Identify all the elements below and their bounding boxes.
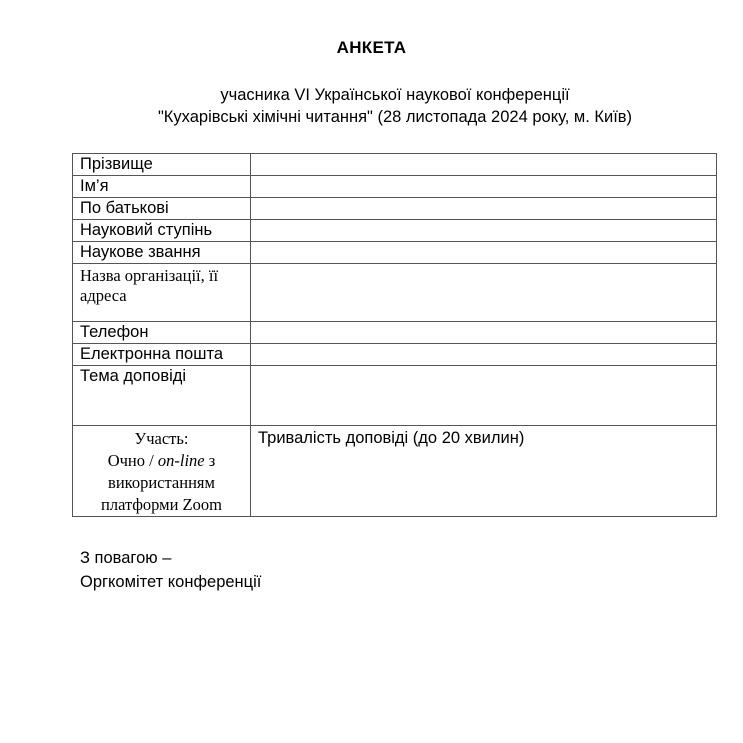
field-surname[interactable] (251, 154, 717, 176)
row-email (73, 344, 717, 366)
field-degree[interactable] (251, 220, 717, 242)
registration-form-table (72, 153, 717, 517)
row-report-topic (73, 366, 717, 426)
label-email: Електронна пошта (73, 344, 251, 366)
label-patronymic: По батькові (73, 198, 251, 220)
field-phone[interactable] (251, 322, 717, 344)
row-first-name (73, 176, 717, 198)
field-academic-title[interactable] (251, 242, 717, 264)
row-patronymic (73, 198, 717, 220)
closing-signature: Оргкомітет конференції (80, 573, 262, 591)
field-email[interactable] (251, 344, 717, 366)
form-subtitle-line2: "Кухарівські хімічні читання" (28 листопада 2024 року, м. Київ) (157, 108, 633, 126)
label-organization: Назва організації, її адреса (73, 264, 251, 322)
row-surname (73, 154, 717, 176)
row-organization (73, 264, 717, 322)
form-title: АНКЕТА (336, 38, 407, 57)
closing-greeting: З повагою – (80, 549, 172, 567)
field-patronymic[interactable] (251, 198, 717, 220)
participation-mode: Очно / on-line з (107, 451, 216, 470)
label-surname: Прізвище (73, 154, 251, 176)
field-report-topic[interactable] (251, 366, 717, 426)
label-phone: Телефон (73, 322, 251, 344)
row-academic-title (73, 242, 717, 264)
participation-using: використанням (108, 473, 215, 492)
label-first-name: Ім’я (73, 176, 251, 198)
participation-platform: платформи Zoom (101, 495, 222, 514)
duration-label[interactable]: Тривалість доповіді (до 20 хвилин) (251, 426, 717, 517)
field-first-name[interactable] (251, 176, 717, 198)
label-academic-title: Наукове звання (73, 242, 251, 264)
form-subtitle-line1: учасника VI Української наукової конференції (220, 86, 570, 104)
row-participation (73, 426, 717, 517)
label-report-topic: Тема доповіді (73, 366, 251, 426)
row-degree (73, 220, 717, 242)
label-participation (73, 426, 251, 517)
participation-title: Участь: (134, 429, 189, 448)
row-phone (73, 322, 717, 344)
field-organization[interactable] (251, 264, 717, 322)
label-degree: Науковий ступінь (73, 220, 251, 242)
